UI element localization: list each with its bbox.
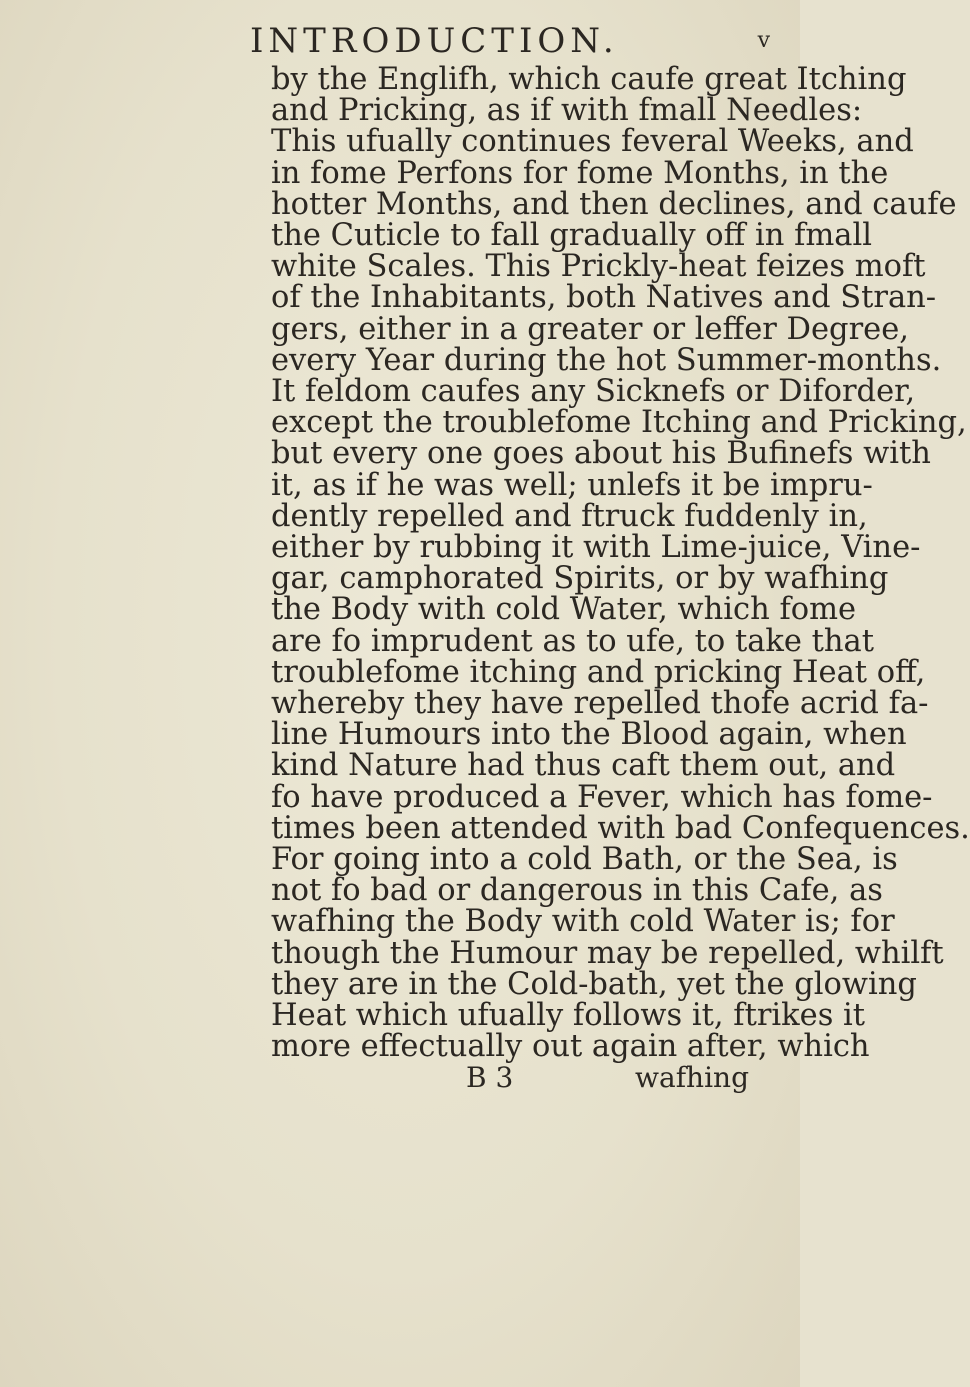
text-line: in fome Perfons for fome Months, in the [271,155,889,191]
text-line: every Year during the hot Summer-months. [271,342,942,378]
text-line: wafhing the Body with cold Water is; for [271,904,895,940]
text-line: times been attended with bad Confequences. [271,810,970,846]
text-line: either by rubbing it with Lime-juice, Vine- [271,530,921,565]
text-line: but every one goes about his Bufinefs with [271,436,931,472]
text-line: the Body with cold Water, which fome [271,592,857,628]
catchword: wafhing [635,1061,749,1095]
text-line: For going into a cold Bath, or the Sea, is [271,842,898,877]
text-line: of the Inhabitants, both Natives and Stran- [271,280,937,316]
text-line: white Scales. This Prickly-heat feizes moft [271,249,926,285]
signature-mark: B 3 [466,1061,514,1095]
text-line: This ufually continues feveral Weeks, and [271,124,914,160]
text-line: they are in the Cold-bath, yet the glowing [271,966,917,1002]
text-line: except the troublefome Itching and Pricking, [271,405,967,441]
text-line: and Pricking, as if with fmall Needles: [271,93,863,129]
text-line: dently repelled and ftruck fuddenly in, [271,498,868,534]
text-line: kind Nature had thus caft them out, and [271,748,896,784]
text-line: by the Englifh, which caufe great Itching [271,62,907,97]
text-line: line Humours into the Blood again, when [271,717,907,753]
running-title: INTRODUCTION. [250,21,619,61]
text-line: more effectually out again after, which [271,1029,870,1065]
page-footer [271,1058,749,1098]
text-line: hotter Months, and then declines, and caufe [271,186,957,222]
text-line: the Cuticle to fall gradually off in fmall [271,218,873,253]
text-line: gers, either in a greater or leffer Degree, [271,311,909,347]
text-line: Heat which ufually follows it, ftrikes it [271,998,866,1033]
text-line: whereby they have repelled thofe acrid fa- [271,686,929,721]
text-line: It feldom caufes any Sicknefs or Diforder, [271,374,916,409]
text-line: are fo imprudent as to ufe, to take that [271,623,874,659]
text-line: though the Humour may be repelled, whilft [271,935,944,971]
text-line: it, as if he was well; unlefs it be impru- [271,467,873,503]
text-line: gar, camphorated Spirits, or by wafhing [271,561,889,597]
text-line: troublefome itching and pricking Heat off, [271,654,926,690]
page-number: v [757,28,770,53]
text-line: not fo bad or dangerous in this Cafe, as [271,873,883,909]
text-line: fo have produced a Fever, which has fome- [271,779,933,815]
